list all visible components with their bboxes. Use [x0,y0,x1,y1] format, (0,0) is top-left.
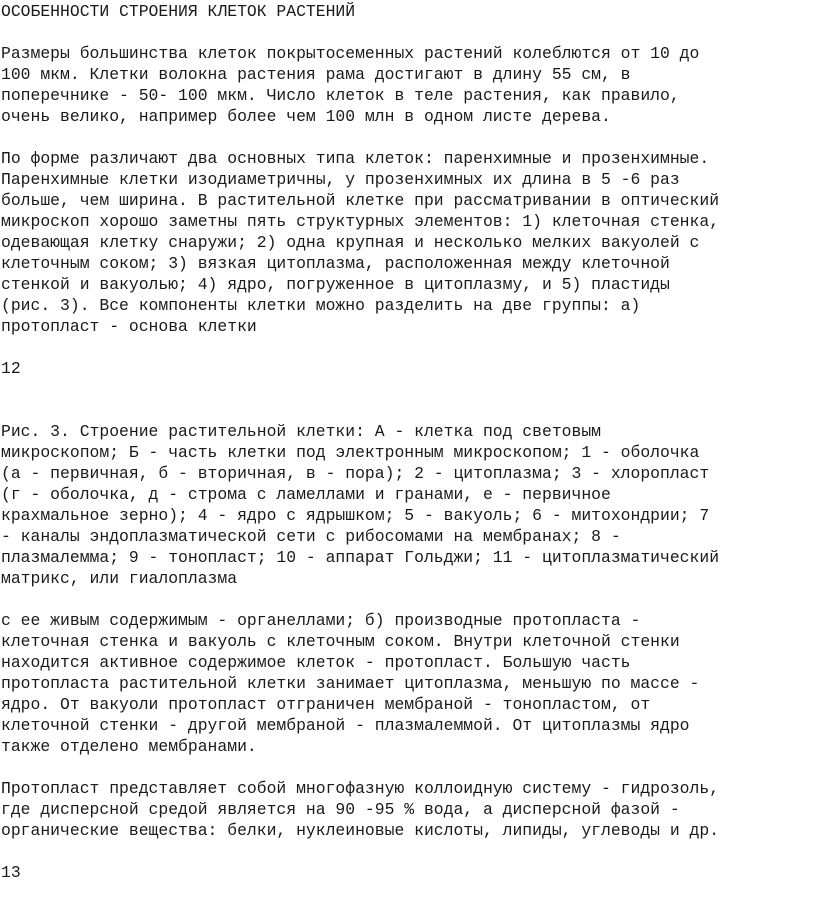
paragraph-3-line-7: также отделено мембранами. [1,737,257,756]
paragraph-3-line-3: находится активное содержимое клеток - протопласт. Большую часть [1,653,631,672]
paragraph-2-line-8: (рис. 3). Все компоненты клетки можно разделить на две группы: а) [1,296,641,315]
figure-caption-line-7: плазмалемма; 9 - тонопласт; 10 - аппарат Гольджи; 11 - цитоплазматический [1,548,720,567]
paragraph-3-line-5: ядро. От вакуоли протопласт отграничен мембраной - тонопластом, от [1,695,651,714]
paragraph-1-line-2: 100 мкм. Клетки волокна растения рама достигают в длину 55 см, в [1,65,631,84]
paragraph-1-line-4: очень велико, например более чем 100 млн в одном листе дерева. [1,107,611,126]
paragraph-2-line-2: Паренхимные клетки изодиаметричны, у прозенхимных их длина в 5 -6 раз [1,170,680,189]
document-title: ОСОБЕННОСТИ СТРОЕНИЯ КЛЕТОК РАСТЕНИЙ [1,2,356,21]
figure-caption-line-2: микроскопом; Б - часть клетки под электронным микроскопом; 1 - оболочка [1,443,700,462]
paragraph-3-line-2: клеточная стенка и вакуоль с клеточным соком. Внутри клеточной стенки [1,632,680,651]
paragraph-2-line-1: По форме различают два основных типа клеток: паренхимные и прозенхимные. [1,149,710,168]
paragraph-3-line-1: с ее живым содержимым - органеллами; б) производные протопласта - [1,611,641,630]
paragraph-3-line-6: клеточной стенки - другой мембраной - плазмалеммой. От цитоплазмы ядро [1,716,690,735]
paragraph-2-line-3: больше, чем ширина. В растительной клетке при рассматривании в оптический [1,191,720,210]
figure-caption-line-5: крахмальное зерно); 4 - ядро с ядрышком; 5 - вакуоль; 6 - митохондрии; 7 [1,506,710,525]
paragraph-2-line-9: протопласт - основа клетки [1,317,257,336]
page-number: 13 [1,863,21,882]
paragraph-2-line-6: клеточным соком; 3) вязкая цитоплазма, расположенная между клеточной [1,254,670,273]
paragraph-1-line-3: поперечнике - 50- 100 мкм. Число клеток в теле растения, как правило, [1,86,680,105]
paragraph-4-line-1: Протопласт представляет собой многофазную коллоидную систему - гидрозоль, [1,779,720,798]
figure-caption-line-4: (г - оболочка, д - строма с ламеллами и гранами, е - первичное [1,485,611,504]
paragraph-4-line-3: органические вещества: белки, нуклеиновые кислоты, липиды, углеводы и др. [1,821,720,840]
figure-caption-line-8: матрикс, или гиалоплазма [1,569,238,588]
paragraph-2-line-4: микроскоп хорошо заметны пять структурных элементов: 1) клеточная стенка, [1,212,720,231]
paragraph-2-line-7: стенкой и вакуолью; 4) ядро, погруженное в цитоплазму, и 5) пластиды [1,275,670,294]
paragraph-3-line-4: протопласта растительной клетки занимает цитоплазма, меньшую по массе - [1,674,700,693]
page-number: 12 [1,359,21,378]
paragraph-1-line-1: Размеры большинства клеток покрытосеменных растений колеблются от 10 до [1,44,700,63]
figure-caption-line-1: Рис. 3. Строение растительной клетки: А - клетка под световым [1,422,601,441]
paragraph-2-line-5: одевающая клетку снаружи; 2) одна крупная и несколько мелких вакуолей с [1,233,700,252]
figure-caption-line-3: (а - первичная, б - вторичная, в - пора); 2 - цитоплазма; 3 - хлоропласт [1,464,710,483]
figure-caption-line-6: - каналы эндоплазматической сети с рибосомами на мембранах; 8 - [1,527,621,546]
paragraph-4-line-2: где дисперсной средой является на 90 -95 % вода, а дисперсной фазой - [1,800,680,819]
